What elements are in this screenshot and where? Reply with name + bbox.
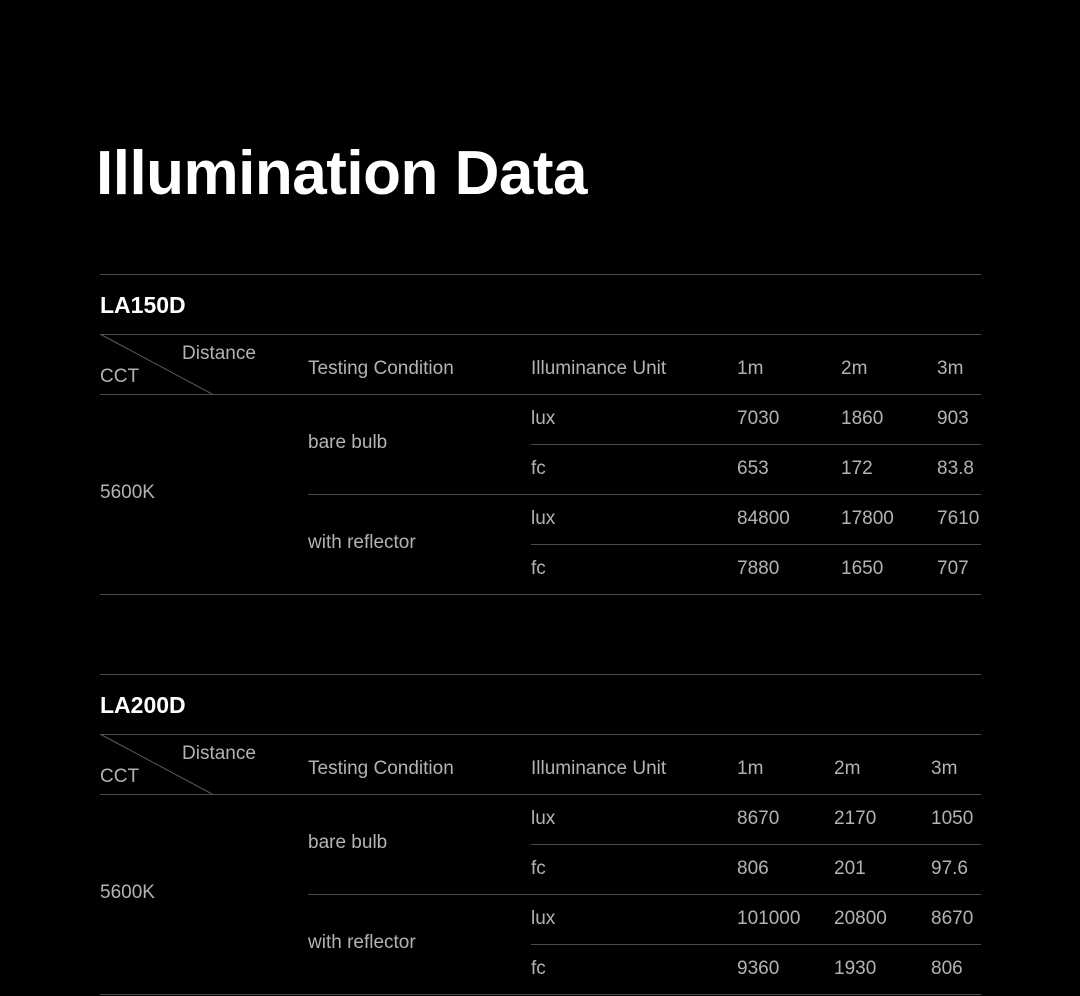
cct-value: 5600K xyxy=(100,882,155,903)
header-illuminance-unit: Illuminance Unit xyxy=(531,358,667,379)
header-testing-condition: Testing Condition xyxy=(308,358,454,379)
unit-lux: lux xyxy=(531,908,556,929)
model-name: LA150D xyxy=(100,292,186,318)
testing-condition: with reflector xyxy=(308,532,416,553)
unit-fc: fc xyxy=(531,858,546,879)
header-cct: CCT xyxy=(100,766,140,787)
header-distance-1m: 1m xyxy=(737,358,764,379)
value-2m: 1650 xyxy=(841,558,884,579)
row-divider xyxy=(531,944,981,945)
value-2m: 20800 xyxy=(834,908,887,929)
value-2m: 2170 xyxy=(834,808,877,829)
header-distance-3m: 3m xyxy=(931,758,958,779)
testing-condition: bare bulb xyxy=(308,832,388,853)
value-3m: 83.8 xyxy=(937,458,974,479)
row-divider xyxy=(531,544,981,545)
unit-lux: lux xyxy=(531,808,556,829)
value-1m: 653 xyxy=(737,458,769,479)
section-top-divider xyxy=(100,674,981,675)
row-divider xyxy=(531,844,981,845)
row-divider xyxy=(531,444,981,445)
header-distance-2m: 2m xyxy=(841,358,868,379)
value-1m: 806 xyxy=(737,858,769,879)
value-1m: 7880 xyxy=(737,558,780,579)
value-2m: 1860 xyxy=(841,408,884,429)
table-section xyxy=(100,674,981,994)
value-3m: 707 xyxy=(937,558,969,579)
testing-condition: with reflector xyxy=(308,932,416,953)
value-1m: 7030 xyxy=(737,408,780,429)
header-testing-condition: Testing Condition xyxy=(308,758,454,779)
unit-lux: lux xyxy=(531,508,556,529)
condition-divider xyxy=(308,894,981,895)
value-2m: 172 xyxy=(841,458,873,479)
value-1m: 8670 xyxy=(737,808,780,829)
header-bottom-divider xyxy=(100,794,981,795)
header-distance: Distance xyxy=(182,743,256,764)
unit-fc: fc xyxy=(531,958,546,979)
section-bottom-divider xyxy=(100,994,981,995)
value-3m: 97.6 xyxy=(931,858,968,879)
header-distance: Distance xyxy=(182,343,256,364)
testing-condition: bare bulb xyxy=(308,432,388,453)
page-title: Illumination Data xyxy=(96,139,587,208)
header-top-divider xyxy=(100,734,981,735)
section-bottom-divider xyxy=(100,594,981,595)
header-illuminance-unit: Illuminance Unit xyxy=(531,758,667,779)
value-3m: 806 xyxy=(931,958,963,979)
value-3m: 7610 xyxy=(937,508,980,529)
condition-divider xyxy=(308,494,981,495)
value-3m: 903 xyxy=(937,408,969,429)
cct-value: 5600K xyxy=(100,482,155,503)
value-1m: 101000 xyxy=(737,908,801,929)
header-distance-3m: 3m xyxy=(937,358,964,379)
header-cct: CCT xyxy=(100,366,140,387)
unit-fc: fc xyxy=(531,458,546,479)
header-distance-2m: 2m xyxy=(834,758,861,779)
value-1m: 9360 xyxy=(737,958,780,979)
unit-lux: lux xyxy=(531,408,556,429)
value-3m: 8670 xyxy=(931,908,974,929)
value-2m: 201 xyxy=(834,858,866,879)
value-2m: 1930 xyxy=(834,958,877,979)
value-3m: 1050 xyxy=(931,808,974,829)
value-2m: 17800 xyxy=(841,508,894,529)
unit-fc: fc xyxy=(531,558,546,579)
table-section xyxy=(100,274,981,594)
header-top-divider xyxy=(100,334,981,335)
value-1m: 84800 xyxy=(737,508,790,529)
header-distance-1m: 1m xyxy=(737,758,764,779)
section-top-divider xyxy=(100,274,981,275)
header-bottom-divider xyxy=(100,394,981,395)
model-name: LA200D xyxy=(100,692,186,718)
